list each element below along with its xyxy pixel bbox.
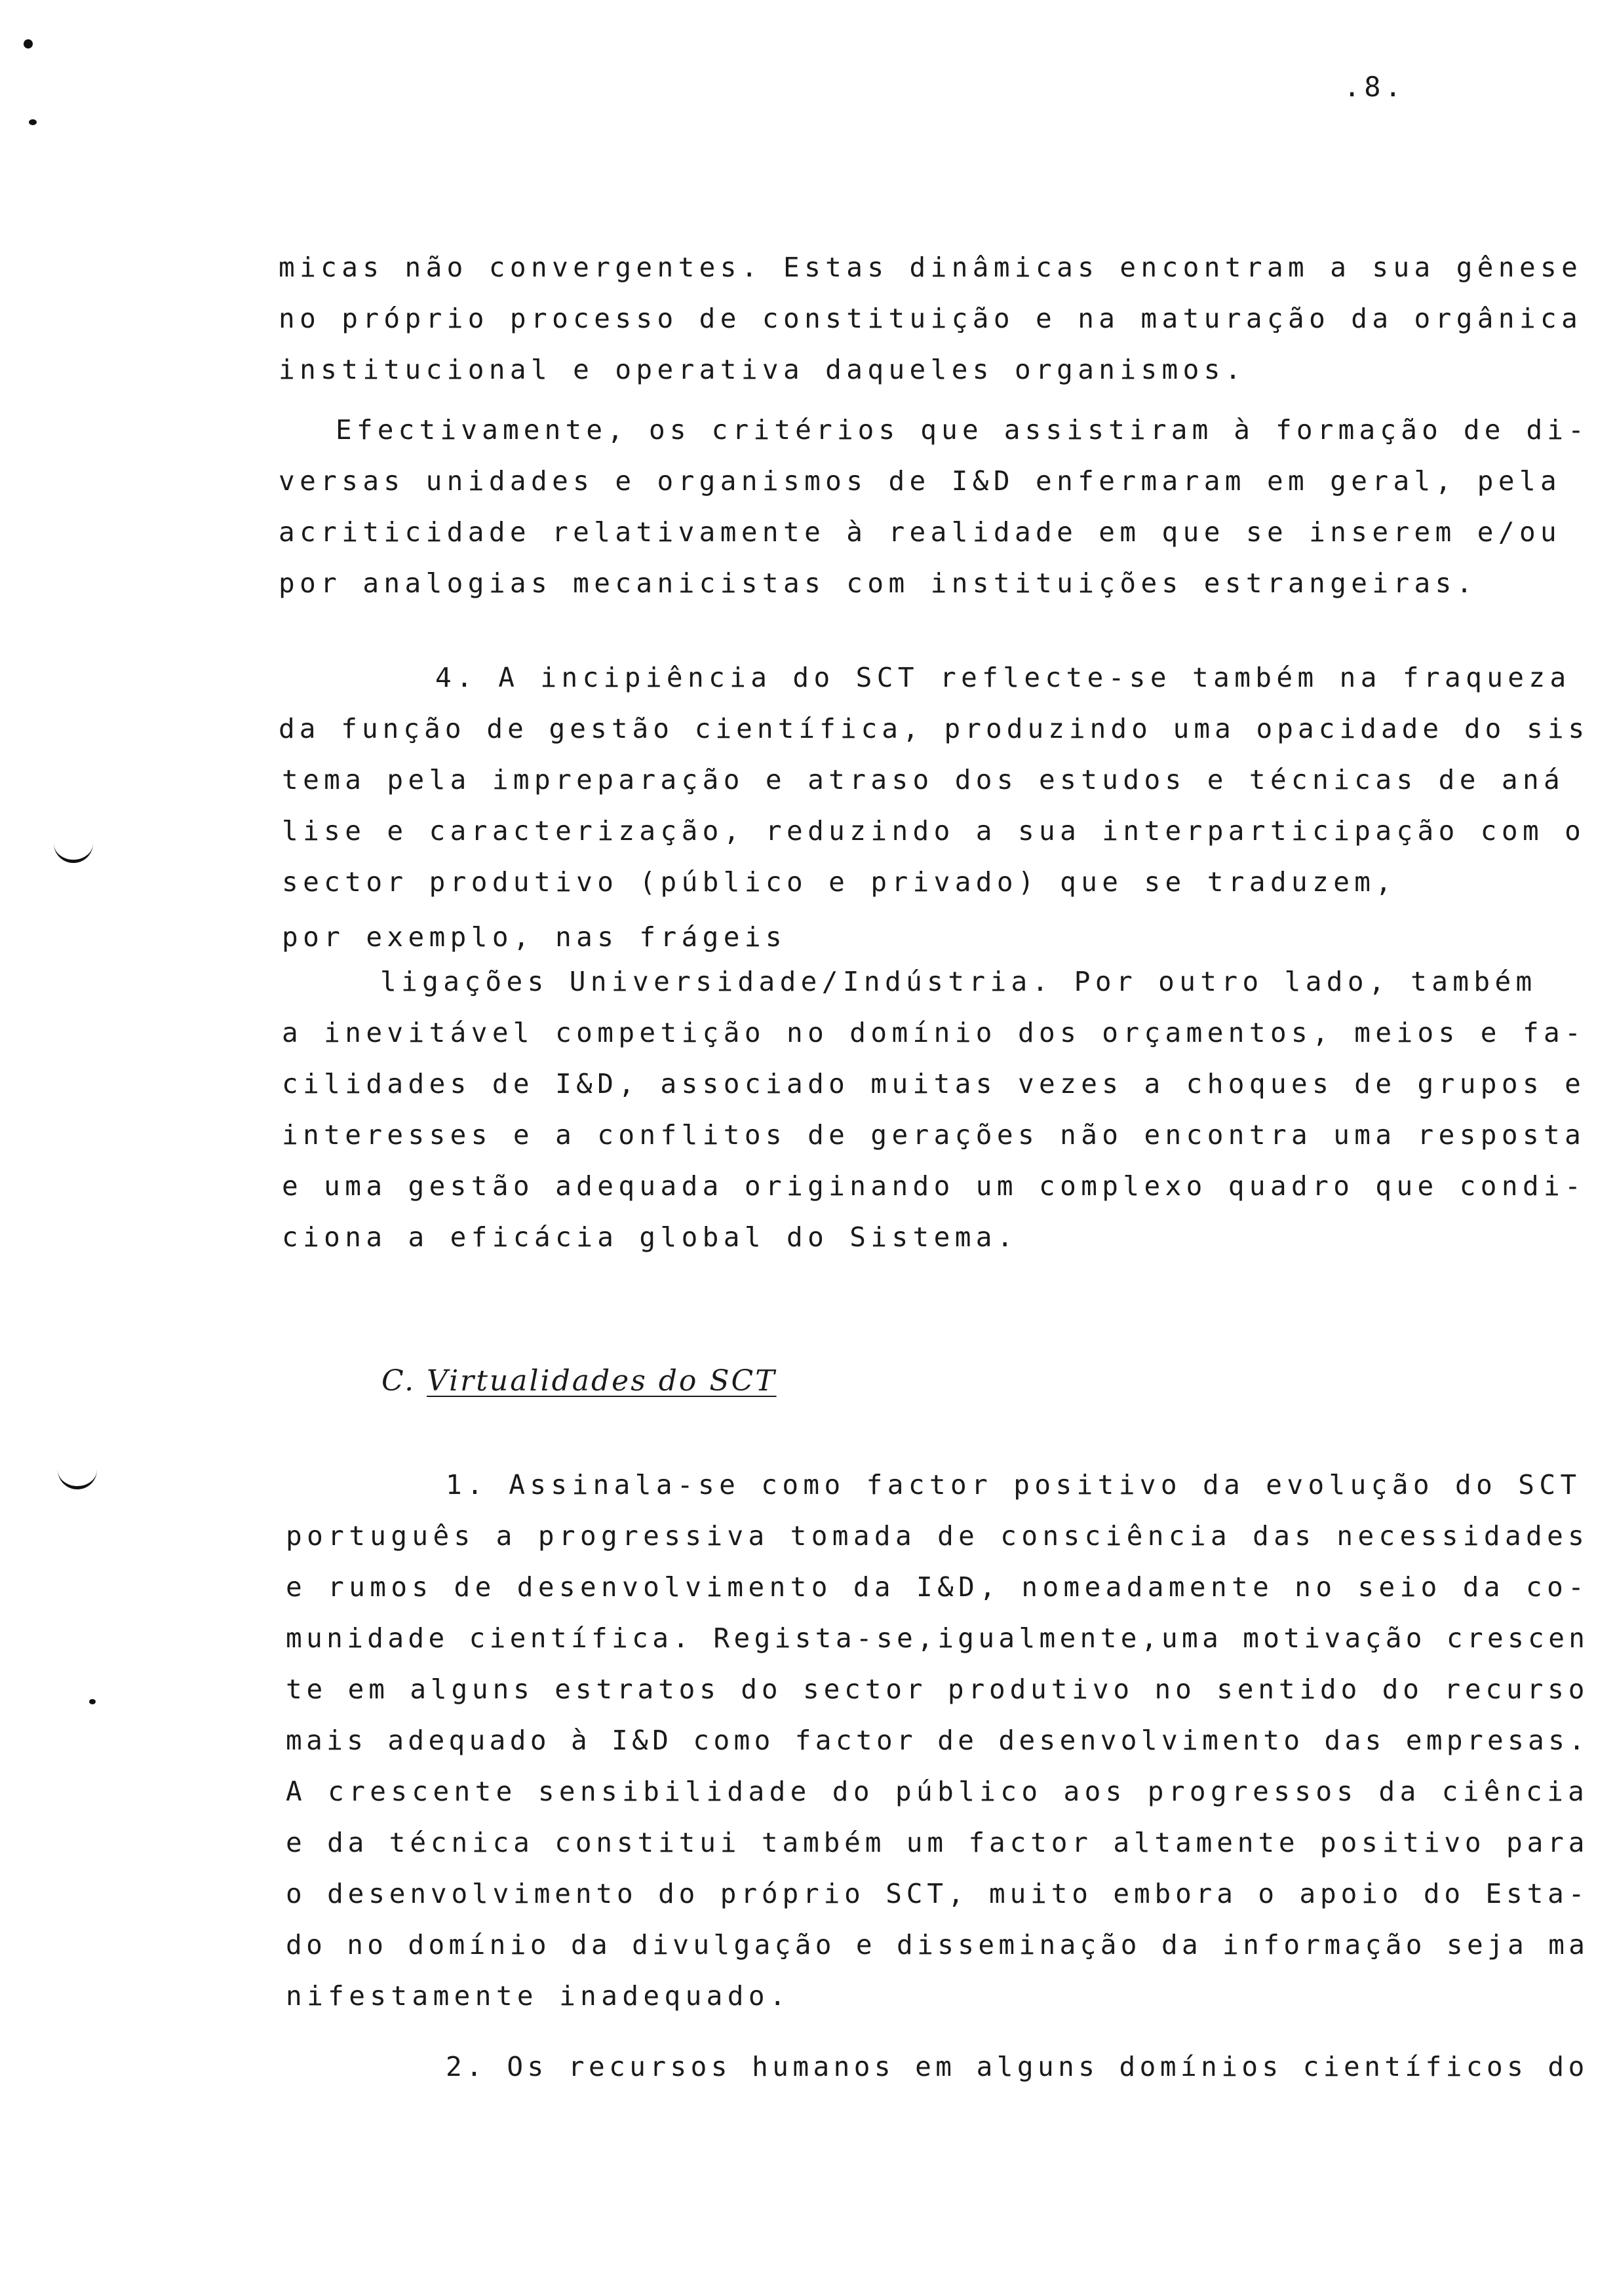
text-line: e uma gestão adequada originando um complexo quadro que condi- <box>282 1170 1586 1202</box>
text-line: mais adequado à I&D como factor de desenvolvimento das empresas. <box>286 1725 1589 1756</box>
text-line: 2. Os recursos humanos em alguns domínios científicos do <box>446 2051 1589 2082</box>
punch-hole-mark <box>54 840 93 863</box>
punch-hole-mark <box>58 1466 97 1489</box>
text-line: interesses e a conflitos de gerações não encontra uma resposta <box>282 1119 1586 1151</box>
text-line: e rumos de desenvolvimento da I&D, nomeadamente no seio da co- <box>286 1571 1589 1603</box>
text-line: A crescente sensibilidade do público aos progressos da ciência <box>286 1776 1589 1807</box>
text-line: micas não convergentes. Estas dinâmicas encontram a sua gênese <box>279 252 1583 283</box>
text-line: ciona a eficácia global do Sistema. <box>282 1221 1018 1253</box>
text-line: Efectivamente, os critérios que assistiram à formação de di- <box>336 414 1589 446</box>
text-line: a inevitável competição no domínio dos orçamentos, meios e fa- <box>282 1017 1586 1048</box>
text-line: acriticidade relativamente à realidade em que se inserem e/ou <box>279 516 1562 548</box>
text-line: por exemplo, nas frágeis <box>282 921 787 953</box>
text-line: o desenvolvimento do próprio SCT, muito embora o apoio do Esta- <box>286 1878 1589 1909</box>
text-line: versas unidades e organismos de I&D enfermaram em geral, pela <box>279 465 1562 497</box>
text-line: sector produtivo (público e privado) que se traduzem, <box>282 866 1397 898</box>
text-line: 4. A incipiência do SCT reflecte-se também na fraqueza <box>435 662 1571 693</box>
text-line: por analogias mecanicistas com instituições estrangeiras. <box>279 567 1477 599</box>
section-title: Virtualidades do SCT <box>427 1364 777 1398</box>
text-line: da função de gestão científica, produzindo uma opacidade do sis <box>279 713 1589 744</box>
text-line: tema pela impreparação e atraso dos estudos e técnicas de aná <box>282 764 1565 795</box>
text-line: e da técnica constitui também um factor altamente positivo para <box>286 1827 1589 1858</box>
section-heading <box>381 1364 777 1398</box>
scan-speck <box>89 1699 96 1704</box>
text-line: ligações Universidade/Indústria. Por outro lado, também <box>380 966 1537 997</box>
text-line: munidade científica. Regista-se,igualmente,uma motivação crescen <box>286 1622 1589 1654</box>
section-letter: C. <box>381 1364 416 1398</box>
text-line: no próprio processo de constituição e na maturação da orgânica <box>279 303 1583 334</box>
page-number: .8. <box>1344 71 1405 103</box>
text-line: institucional e operativa daqueles organismos. <box>279 354 1246 385</box>
text-line: lise e caracterização, reduzindo a sua interparticipação com o <box>282 815 1586 847</box>
scan-speck <box>24 39 33 48</box>
text-line: do no domínio da divulgação e disseminação da informação seja ma <box>286 1929 1589 1961</box>
text-line: te em alguns estratos do sector produtivo no sentido do recurso <box>286 1674 1589 1705</box>
text-line: português a progressiva tomada de consciência das necessidades <box>286 1520 1589 1552</box>
text-line: 1. Assinala-se como factor positivo da evolução do SCT <box>446 1469 1582 1501</box>
scan-speck <box>29 119 37 125</box>
text-line: cilidades de I&D, associado muitas vezes a choques de grupos e <box>282 1068 1586 1100</box>
text-line: nifestamente inadequado. <box>286 1980 791 2012</box>
